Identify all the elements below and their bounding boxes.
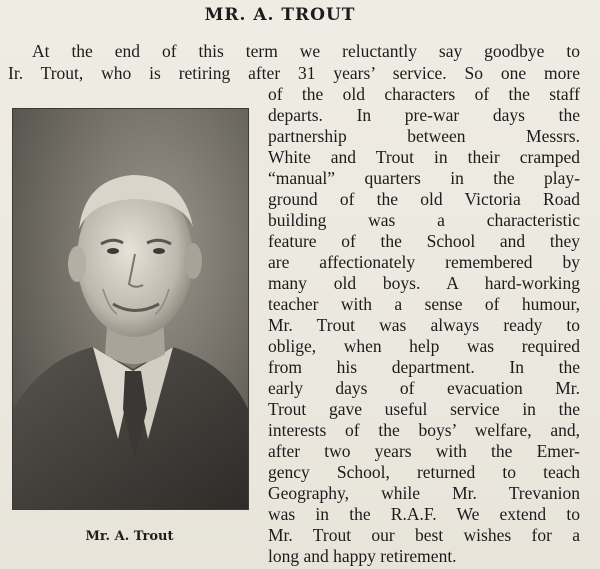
article-line-17: early days of evacuation Mr. (268, 378, 580, 398)
article-line-4: departs. In pre-war days the (268, 105, 580, 125)
article-line-1: At the end of this term we reluctantly say goodbye to (32, 41, 580, 61)
article-line-21: gency School, returned to teach (268, 462, 580, 482)
article-line-16: from his department. In the (268, 357, 580, 377)
article-line-18: Trout gave useful service in the (268, 399, 580, 419)
article-line-20: after two years with the Emer- (268, 441, 580, 461)
portrait-photo (12, 108, 249, 510)
article-line-25: long and happy retirement. (268, 546, 457, 566)
article-line-5: partnership between Messrs. (268, 126, 580, 146)
article-line-13: teacher with a sense of humour, (268, 294, 580, 314)
article-line-15: oblige, when help was required (268, 336, 580, 356)
article-line-24: Mr. Trout our best wishes for a (268, 525, 580, 545)
portrait-photo-image (13, 109, 248, 509)
article-line-22: Geography, while Mr. Trevanion (268, 483, 580, 503)
article-line-8: ground of the old Victoria Road (268, 189, 580, 209)
article-line-11: are affectionately remembered by (268, 252, 580, 272)
article-line-14: Mr. Trout was always ready to (268, 315, 580, 335)
article-line-3: of the old characters of the staff (268, 84, 580, 104)
article-line-10: feature of the School and they (268, 231, 580, 251)
photo-caption: Mr. A. Trout (85, 529, 174, 544)
article-line-2: Ir. Trout, who is retiring after 31 years’ service. So one more (8, 63, 580, 83)
article-title: MR. A. TROUT (204, 5, 356, 25)
article-line-23: was in the R.A.F. We extend to (268, 504, 580, 524)
article-line-6: White and Trout in their cramped (268, 147, 580, 167)
article-line-9: building was a characteristic (268, 210, 580, 230)
article-line-12: many old boys. A hard-working (268, 273, 580, 293)
article-line-7: “manual” quarters in the play- (268, 168, 580, 188)
article-line-19: interests of the boys’ welfare, and, (268, 420, 580, 440)
